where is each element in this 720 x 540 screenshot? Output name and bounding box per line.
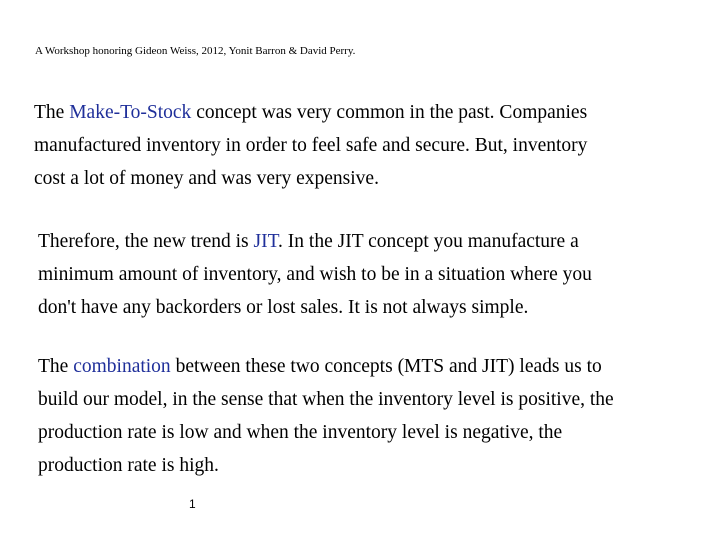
highlight-make-to-stock: Make-To-Stock [69,102,192,123]
paragraph-line: The combination between these two concepts (MTS and JIT) leads us to [38,356,602,377]
paragraph-line: manufactured inventory in order to feel safe and secure. But, inventory [34,135,588,156]
paragraph-line: The Make-To-Stock concept was very common in the past. Companies [34,102,588,123]
paragraph-line: don't have any backorders or lost sales. It is not always simple. [38,297,529,318]
highlight-jit: JIT [253,231,279,252]
paragraph-line: build our model, in the sense that when the inventory level is positive, the [38,389,614,410]
paragraph-line: minimum amount of inventory, and wish to be in a situation where you [38,264,592,285]
paragraph-line: production rate is high. [38,455,219,476]
paragraph-line: cost a lot of money and was very expensive. [34,168,379,189]
paragraph-make-to-stock [34,96,684,195]
paragraph-line: production rate is low and when the inventory level is negative, the [38,422,563,443]
paragraph-jit [38,225,688,324]
paragraph-combination [38,350,698,482]
paragraph-line: Therefore, the new trend is JIT. In the JIT concept you manufacture a [38,231,579,252]
page-number: 1 [189,497,196,511]
highlight-combination: combination [73,356,171,377]
slide-header: A Workshop honoring Gideon Weiss, 2012, Yonit Barron & David Perry. [35,45,356,57]
